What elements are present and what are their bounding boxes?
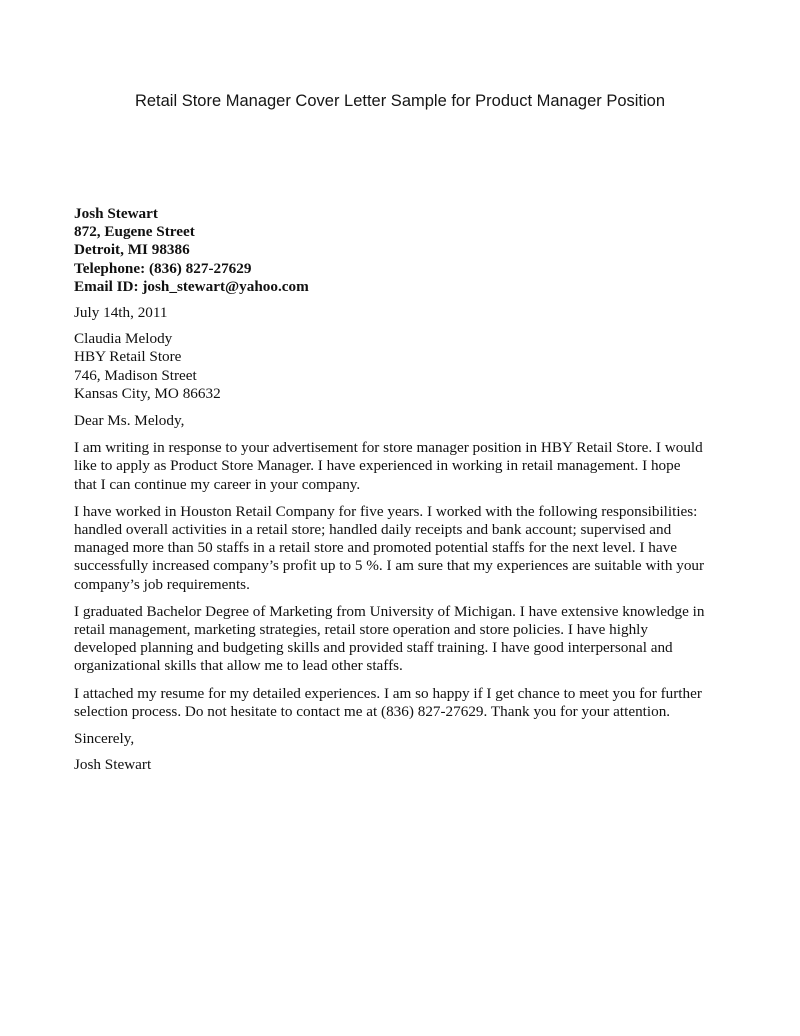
- paragraph-line: I attached my resume for my detailed experiences. I am so happy if I get chance to meet you for further: [74, 684, 702, 702]
- paragraph-line: I graduated Bachelor Degree of Marketing from University of Michigan. I have extensive knowledge in: [74, 602, 705, 620]
- sender-address-block: [74, 205, 734, 296]
- signature-name: Josh Stewart: [74, 756, 152, 774]
- paragraph-closing-request: [74, 685, 734, 721]
- paragraph-line: managed more than 50 staffs in a retail store and promoted potential staffs for the next level. I have: [74, 539, 677, 557]
- recipient-street: 746, Madison Street: [74, 366, 197, 384]
- salutation: Dear Ms. Melody,: [74, 412, 185, 430]
- paragraph-line: handled overall activities in a retail store; handled daily receipts and bank account; supervised and: [74, 521, 672, 539]
- paragraph-line: organizational skills that allow me to lead other staffs.: [74, 657, 403, 675]
- letter-body: [74, 205, 734, 774]
- recipient-name: Claudia Melody: [74, 330, 173, 348]
- paragraph-line: successfully increased company’s profit up to 5 %. I am sure that my experiences are suitable with your: [74, 557, 705, 575]
- sender-city: Detroit, MI 98386: [74, 241, 190, 259]
- sender-name: Josh Stewart: [74, 205, 158, 222]
- paragraph-line: that I can continue my career in your company.: [74, 475, 361, 493]
- recipient-address-block: [74, 330, 734, 403]
- sender-telephone: Telephone: (836) 827-27629: [74, 259, 252, 277]
- complimentary-close: Sincerely,: [74, 730, 135, 748]
- sender-street: 872, Eugene Street: [74, 223, 195, 241]
- paragraph-line: retail management, marketing strategies, retail store operation and store policies. I have highly: [74, 621, 648, 639]
- paragraph-line: I am writing in response to your advertisement for store manager position in HBY Retail Store. I would: [74, 439, 703, 457]
- paragraph-experience: [74, 503, 734, 594]
- paragraph-line: company’s job requirements.: [74, 575, 250, 593]
- paragraph-line: I have worked in Houston Retail Company for five years. I worked with the following responsibilities:: [74, 502, 698, 520]
- paragraph-intro: [74, 439, 734, 494]
- recipient-city: Kansas City, MO 86632: [74, 384, 221, 402]
- paragraph-line: developed planning and budgeting skills and provided staff training. I have good interpersonal and: [74, 639, 673, 657]
- letter-date: July 14th, 2011: [74, 304, 168, 322]
- paragraph-education: [74, 603, 734, 676]
- sender-email: Email ID: josh_stewart@yahoo.com: [74, 277, 309, 295]
- paragraph-line: like to apply as Product Store Manager. I have experienced in working in retail management. I hope: [74, 457, 681, 475]
- recipient-company: HBY Retail Store: [74, 348, 182, 366]
- paragraph-line: selection process. Do not hesitate to contact me at (836) 827-27629. Thank you for your attention.: [74, 702, 671, 720]
- document-title: Retail Store Manager Cover Letter Sample for Product Manager Position: [134, 92, 666, 110]
